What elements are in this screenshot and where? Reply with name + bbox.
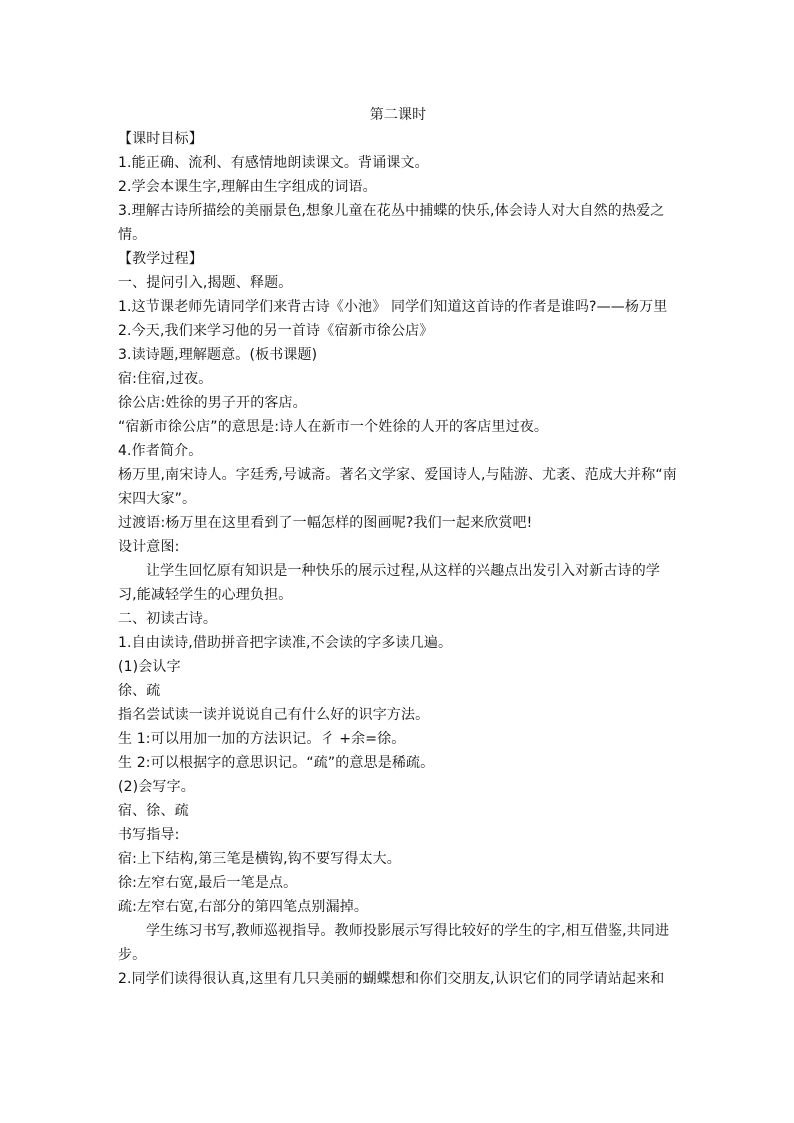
document-line: 2.今天,我们来学习他的另一首诗《宿新市徐公店》 [118, 323, 434, 339]
document-line: (2)会写字。 [118, 779, 195, 795]
document-line: 3.理解古诗所描绘的美丽景色,想象儿童在花丛中捕蝶的快乐,体会诗人对大自然的热爱之情。 [118, 203, 665, 243]
document-body [118, 127, 678, 991]
document-line: 宿:住宿,过夜。 [118, 371, 213, 387]
document-line: 宿:上下结构,第三笔是横钩,钩不要写得太大。 [118, 851, 401, 867]
document-line: 徐:左窄右宽,最后一笔是点。 [118, 875, 298, 891]
document-line: 过渡语:杨万里在这里看到了一幅怎样的图画呢?我们一起来欣赏吧! [118, 515, 533, 531]
document-line: 徐公店:姓徐的男子开的客店。 [118, 395, 307, 411]
document-line: 书写指导: [118, 827, 180, 843]
document-line: 指名尝试读一读并说说自己有什么好的识字方法。 [118, 707, 430, 723]
document-line: 【教学过程】 [118, 251, 203, 267]
document-line: 学生练习书写,教师巡视指导。教师投影展示写得比较好的学生的字,相互借鉴,共同进步。 [118, 923, 670, 963]
document-line: 4.作者简介。 [118, 443, 203, 459]
document-line: 3.读诗题,理解题意。(板书课题) [118, 347, 318, 363]
document-line: 2.同学们读得很认真,这里有几只美丽的蝴蝶想和你们交朋友,认识它们的同学请站起来和 [118, 971, 665, 987]
document-line: 设计意图: [118, 539, 180, 555]
document-line: 生 2:可以根据字的意思识记。“疏”的意思是稀疏。 [118, 755, 435, 771]
document-content [118, 103, 678, 991]
document-line: 1.这节课老师先请同学们来背古诗《小池》 同学们知道这首诗的作者是谁吗?——杨万里 [118, 299, 668, 315]
document-title: 第二课时 [369, 107, 427, 123]
document-line: 徐、疏 [118, 683, 161, 699]
document-line: 一、提问引入,揭题、释题。 [118, 275, 293, 291]
document-line: 宿、徐、疏 [118, 803, 189, 819]
document-line: 【课时目标】 [118, 131, 203, 147]
document-line: 让学生回忆原有知识是一种快乐的展示过程,从这样的兴趣点出发引入对新古诗的学习,能减轻学生的心理负担。 [118, 563, 660, 603]
document-line: 1.能正确、流利、有感情地朗读课文。背诵课文。 [118, 155, 429, 171]
document-line: 2.学会本课生字,理解由生字组成的词语。 [118, 179, 377, 195]
document-line: 杨万里,南宋诗人。字廷秀,号诚斋。著名文学家、爱国诗人,与陆游、尤袤、范成大并称“南宋四大家”。 [118, 467, 677, 507]
document-line: 生 1:可以用加一加的方法识记。彳 +余=徐。 [118, 731, 406, 747]
document-line: 1.自由读诗,借助拼音把字读准,不会读的字多读几遍。 [118, 635, 453, 651]
document-line: 二、初读古诗。 [118, 611, 218, 627]
document-line: 疏:左窄右宽,右部分的第四笔点别漏掉。 [118, 899, 369, 915]
document-line: “宿新市徐公店”的意思是:诗人在新市一个姓徐的人开的客店里过夜。 [118, 419, 549, 435]
document-line: (1)会认字 [118, 659, 181, 675]
